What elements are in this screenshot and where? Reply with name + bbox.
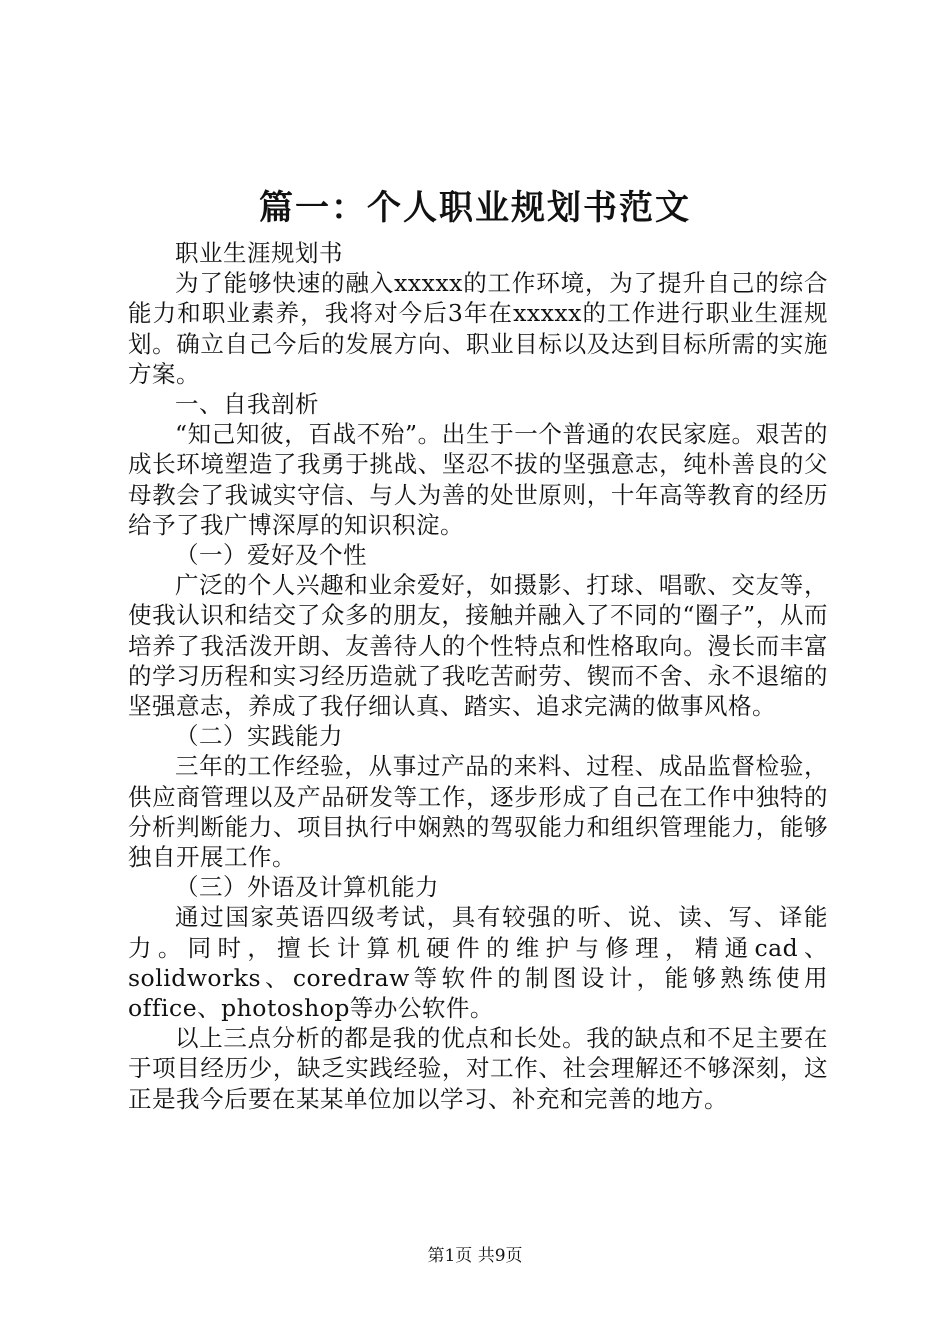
section-heading: （二）实践能力 xyxy=(175,722,343,751)
paragraph: 广泛的个人兴趣和业余爱好，如摄影、打球、唱歌、交友等，使我认识和结交了众多的朋友，接触并融入了不同的“圈子”，从而培养了我活泼开朗、友善待人的个性特点和性格取向。漫长而丰富的学习历程和实习经历造就了我吃苦耐劳、锲而不舍、永不退缩的坚强意志，养成了我仔细认真、踏实、追求完满的做事风格。 xyxy=(128,571,828,721)
paragraph: “知己知彼，百战不殆”。出生于一个普通的农民家庭。艰苦的成长环境塑造了我勇于挑战、坚忍不拔的坚强意志，纯朴善良的父母教会了我诚实守信、与人为善的处世原则，十年高等教育的经历给予了我广博深厚的知识积淀。 xyxy=(128,420,828,539)
paragraph: 三年的工作经验，从事过产品的来料、过程、成品监督检验，供应商管理以及产品研发等工作，逐步形成了自己在工作中独特的分析判断能力、项目执行中娴熟的驾驭能力和组织管理能力，能够独自开展工作。 xyxy=(128,752,828,872)
paragraph: 以上三点分析的都是我的优点和长处。我的缺点和不足主要在于项目经历少，缺乏实践经验，对工作、社会理解还不够深刻，这正是我今后要在某某单位加以学习、补充和完善的地方。 xyxy=(128,1024,828,1113)
paragraph: 为了能够快速的融入xxxxx的工作环境，为了提升自己的综合能力和职业素养，我将对今后3年在xxxxx的工作进行职业生涯规划。确立自己今后的发展方向、职业目标以及达到目标所需的实施方案。 xyxy=(128,269,828,388)
paragraph: 通过国家英语四级考试，具有较强的听、说、读、写、译能力。同时，擅长计算机硬件的维护与修理，精通cad、solidworks、coredraw等软件的制图设计，能够熟练使用office、photoshop等办公软件。 xyxy=(128,903,828,1023)
section-heading: （三）外语及计算机能力 xyxy=(175,873,439,902)
document-body xyxy=(128,238,828,1114)
section-heading: 职业生涯规划书 xyxy=(175,239,343,267)
page-footer: 第1页 共9页 xyxy=(427,1246,523,1266)
section-heading: 一、自我剖析 xyxy=(175,390,319,419)
document-title: 篇一：个人职业规划书范文 xyxy=(259,188,691,228)
section-heading: （一）爱好及个性 xyxy=(175,541,367,570)
